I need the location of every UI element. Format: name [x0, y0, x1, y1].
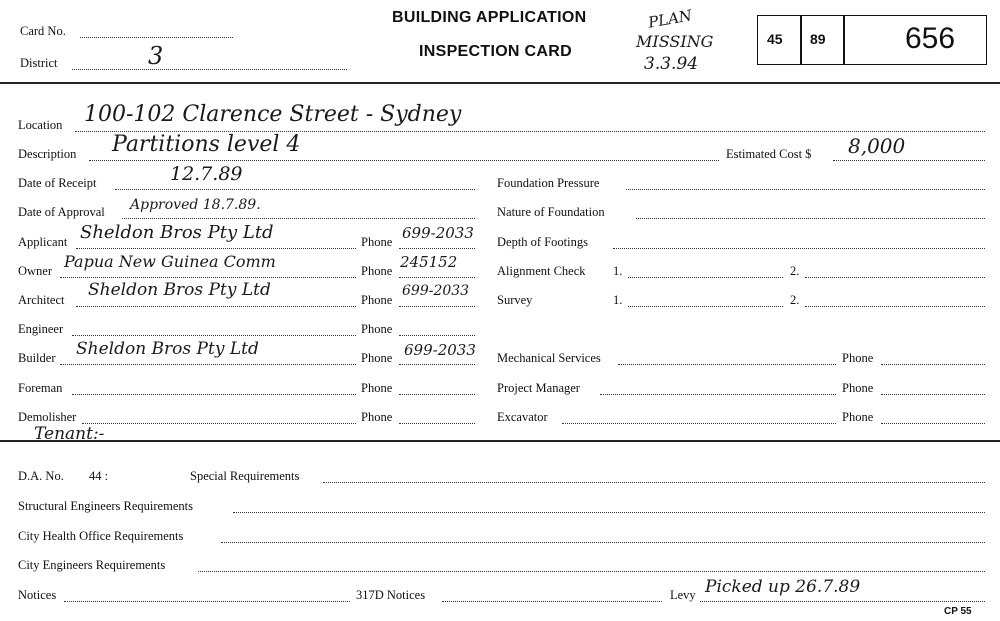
survey-1-label: 1. [613, 293, 623, 307]
alignment-check-1-line [628, 277, 783, 278]
notices-line [64, 601, 350, 602]
owner-phone-line [399, 277, 475, 278]
applicant-phone-line [399, 248, 475, 249]
plan-note-3: 3.3.94 [644, 54, 699, 74]
alignment-check-1-label: 1. [613, 264, 623, 278]
estimated-cost-line [833, 160, 985, 161]
structural-requirements-line [233, 512, 985, 513]
notices-317d-label: 317D Notices [356, 588, 426, 602]
project-manager-line [600, 394, 836, 395]
builder-label: Builder [18, 351, 56, 365]
box-number-1: 45 [767, 31, 783, 47]
applicant-line [76, 248, 356, 249]
foreman-phone-label: Phone [361, 381, 393, 395]
foreman-label: Foreman [18, 381, 63, 395]
levy-label: Levy [670, 588, 696, 602]
card-no-line [80, 37, 233, 38]
foreman-line [72, 394, 356, 395]
form-code: CP 55 [944, 606, 972, 617]
date-receipt-value: 12.7.89 [170, 163, 243, 185]
alignment-check-label: Alignment Check [497, 264, 586, 278]
form-title-line2: INSPECTION CARD [419, 43, 572, 60]
district-line [72, 69, 347, 70]
builder-phone-label: Phone [361, 351, 393, 365]
depth-footings-label: Depth of Footings [497, 235, 588, 249]
engineer-line [72, 335, 356, 336]
engineer-label: Engineer [18, 322, 64, 336]
description-line [89, 160, 719, 161]
estimated-cost-label: Estimated Cost $ [726, 147, 812, 161]
project-manager-phone-label: Phone [842, 381, 874, 395]
project-manager-label: Project Manager [497, 381, 580, 395]
architect-line [76, 306, 356, 307]
applicant-label: Applicant [18, 235, 68, 249]
project-manager-phone-line [881, 394, 985, 395]
plan-note-2: MISSING [636, 32, 714, 51]
owner-value: Papua New Guinea Comm [64, 252, 276, 271]
survey-2-label: 2. [790, 293, 800, 307]
applicant-phone-value: 699-2033 [402, 224, 474, 242]
architect-phone-value: 699-2033 [402, 283, 470, 299]
district-label: District [20, 56, 58, 70]
demolisher-line [82, 423, 356, 424]
description-value: Partitions level 4 [112, 132, 301, 157]
nature-foundation-label: Nature of Foundation [497, 205, 605, 219]
box-divider-1 [800, 15, 802, 65]
survey-2-line [805, 306, 985, 307]
form-title-line1: BUILDING APPLICATION [392, 9, 587, 26]
applicant-value: Sheldon Bros Pty Ltd [80, 222, 274, 243]
demolisher-phone-line [399, 423, 475, 424]
date-approval-value: Approved 18.7.89. [130, 197, 261, 213]
excavator-phone-line [881, 423, 985, 424]
excavator-line [562, 423, 836, 424]
special-requirements-label: Special Requirements [190, 469, 300, 483]
depth-footings-line [613, 248, 985, 249]
district-value: 3 [148, 42, 164, 70]
section-divider [0, 440, 1000, 442]
engineer-phone-label: Phone [361, 322, 393, 336]
owner-label: Owner [18, 264, 53, 278]
mechanical-phone-line [881, 364, 985, 365]
date-receipt-line [115, 189, 475, 190]
foundation-pressure-label: Foundation Pressure [497, 176, 600, 190]
description-label: Description [18, 147, 77, 161]
special-requirements-line [323, 482, 985, 483]
excavator-phone-label: Phone [842, 410, 874, 424]
foundation-pressure-line [626, 189, 985, 190]
architect-label: Architect [18, 293, 65, 307]
mechanical-services-line [618, 364, 836, 365]
health-requirements-label: City Health Office Requirements [18, 529, 184, 543]
date-approval-label: Date of Approval [18, 205, 105, 219]
tenant-note: Tenant:- [34, 424, 105, 444]
date-receipt-label: Date of Receipt [18, 176, 97, 190]
builder-value: Sheldon Bros Pty Ltd [76, 339, 259, 359]
foreman-phone-line [399, 394, 475, 395]
engineer-phone-line [399, 335, 475, 336]
notices-317d-line [442, 601, 662, 602]
alignment-check-2-line [805, 277, 985, 278]
owner-phone-value: 245152 [400, 253, 458, 271]
levy-value: Picked up 26.7.89 [705, 577, 861, 597]
engineers-requirements-line [198, 571, 985, 572]
mechanical-phone-label: Phone [842, 351, 874, 365]
excavator-label: Excavator [497, 410, 548, 424]
architect-value: Sheldon Bros Pty Ltd [88, 280, 271, 300]
box-number-2: 89 [810, 31, 826, 47]
architect-phone-label: Phone [361, 293, 393, 307]
demolisher-label: Demolisher [18, 410, 77, 424]
survey-1-line [628, 306, 783, 307]
nature-foundation-line [636, 218, 985, 219]
architect-phone-line [399, 306, 475, 307]
box-divider-2 [843, 15, 845, 65]
demolisher-phone-label: Phone [361, 410, 393, 424]
estimated-cost-value: 8,000 [848, 134, 906, 158]
builder-phone-value: 699-2033 [404, 341, 476, 359]
box-number-3: 656 [905, 22, 956, 55]
da-number-value: 44 : [89, 469, 109, 483]
structural-requirements-label: Structural Engineers Requirements [18, 499, 193, 513]
health-requirements-line [221, 542, 985, 543]
owner-line [60, 277, 356, 278]
mechanical-services-label: Mechanical Services [497, 351, 601, 365]
builder-line [60, 364, 356, 365]
survey-label: Survey [497, 293, 533, 307]
card-no-label: Card No. [20, 24, 66, 38]
builder-phone-line [399, 364, 475, 365]
alignment-check-2-label: 2. [790, 264, 800, 278]
levy-line [700, 601, 985, 602]
date-approval-line [122, 218, 475, 219]
notices-label: Notices [18, 588, 57, 602]
applicant-phone-label: Phone [361, 235, 393, 249]
header-divider [0, 82, 1000, 84]
owner-phone-label: Phone [361, 264, 393, 278]
location-value: 100-102 Clarence Street - Sydney [84, 102, 462, 127]
location-label: Location [18, 118, 63, 132]
engineers-requirements-label: City Engineers Requirements [18, 558, 166, 572]
plan-note-1: PLAN [646, 6, 694, 32]
da-number-label: D.A. No. [18, 469, 64, 483]
